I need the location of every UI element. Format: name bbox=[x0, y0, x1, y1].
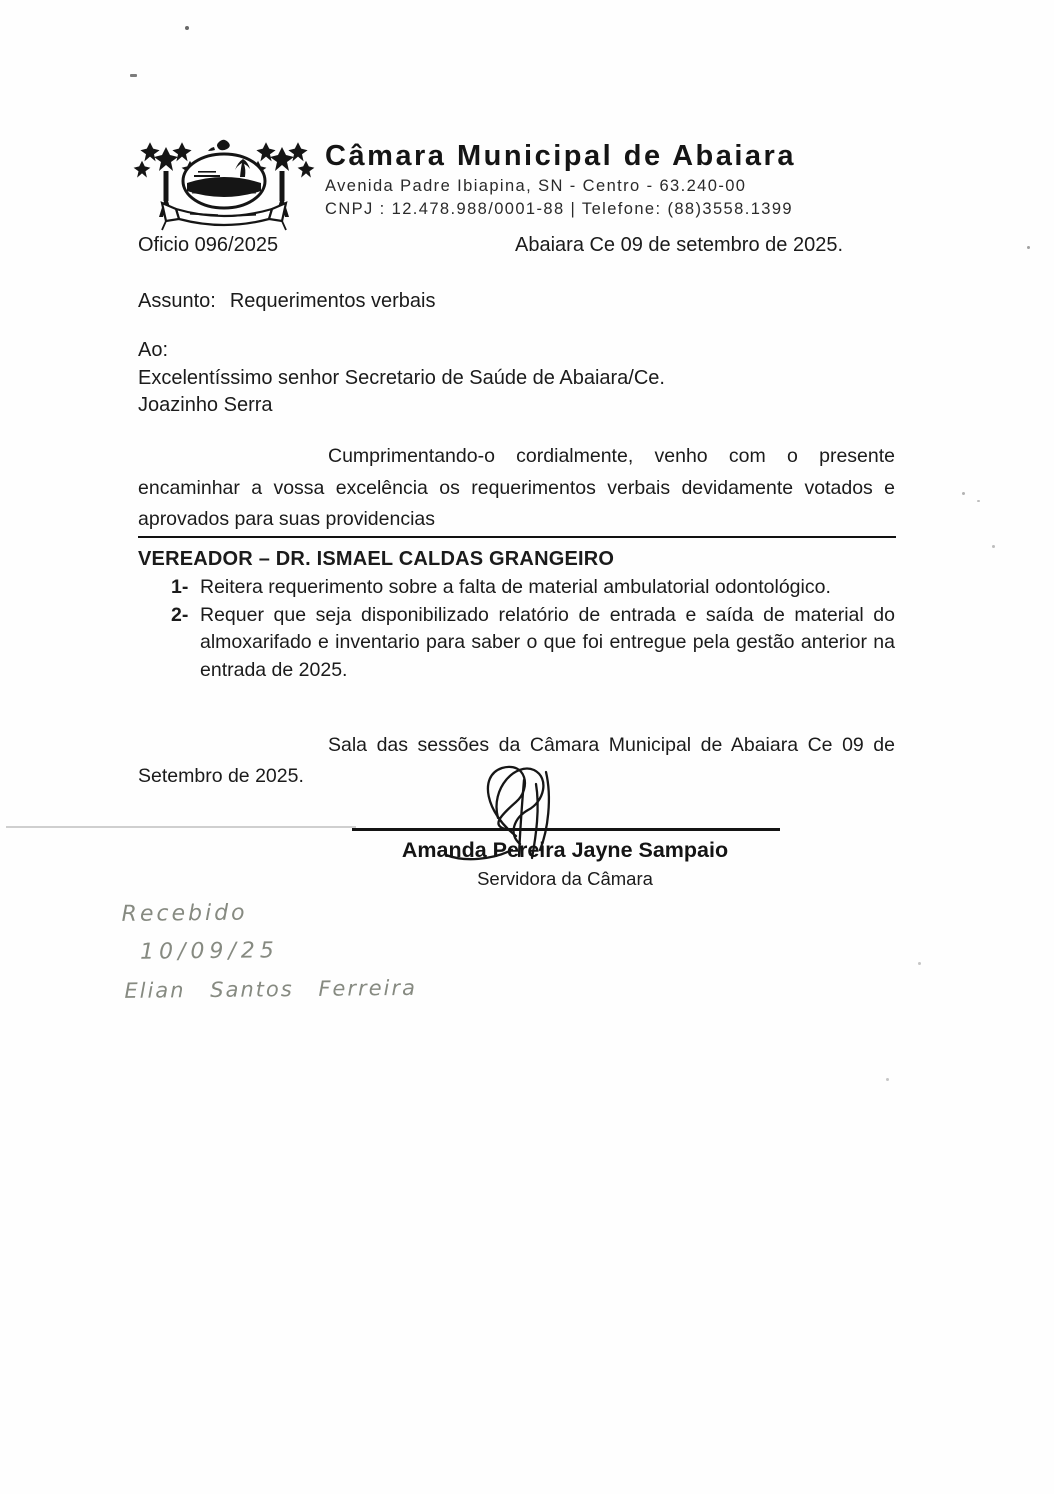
subject-line bbox=[138, 290, 435, 313]
request-item-number: 2- bbox=[171, 603, 189, 626]
receipt-word: Recebido bbox=[121, 900, 248, 927]
recipient-title-line: Excelentíssimo senhor Secretario de Saúde de Abaiara/Ce. bbox=[138, 366, 665, 389]
signer-name: Amanda Pereira Jayne Sampaio bbox=[401, 838, 729, 862]
request-item bbox=[138, 574, 895, 602]
org-cnpj-phone: CNPJ : 12.478.988/0001-88 | Telefone: (88)3558.1399 bbox=[325, 200, 794, 218]
signer-role: Servidora da Câmara bbox=[477, 868, 653, 889]
scan-artifact bbox=[130, 74, 137, 77]
letterhead bbox=[325, 140, 915, 219]
councilman-heading: VEREADOR – DR. ISMAEL CALDAS GRANGEIRO bbox=[138, 548, 615, 570]
scan-artifact bbox=[1027, 246, 1030, 249]
scan-artifact bbox=[918, 962, 921, 965]
recipient-to-label: Ao: bbox=[138, 339, 169, 361]
signature-block bbox=[330, 838, 800, 890]
city-date-line: Abaiara Ce 09 de setembro de 2025. bbox=[515, 234, 843, 256]
handwritten-receipt-note bbox=[121, 898, 482, 1003]
request-item-number: 1- bbox=[171, 576, 189, 598]
section-divider-rule bbox=[138, 536, 896, 538]
org-address: Avenida Padre Ibiapina, SN - Centro - 63.240-00 bbox=[325, 177, 747, 195]
recipient-name: Joazinho Serra bbox=[138, 394, 273, 416]
subject-label: Assunto: bbox=[138, 290, 216, 312]
scan-artifact bbox=[886, 1078, 889, 1081]
subject-value: Requerimentos verbais bbox=[229, 290, 436, 312]
body-paragraph: Cumprimentando-o cordialmente, venho com o presente encaminhar a vossa excelência os requerimentos verbais devidamente votados e aprovados para suas providencias bbox=[138, 445, 895, 530]
municipality-coat-of-arms-logo bbox=[128, 131, 320, 231]
faint-scan-line bbox=[6, 826, 356, 828]
requests-list bbox=[138, 574, 895, 684]
closing-paragraph: Sala das sessões da Câmara Municipal de Abaiara Ce 09 de Setembro de 2025. bbox=[138, 734, 895, 787]
request-item bbox=[138, 602, 895, 685]
request-item-text: Requer que seja disponibilizado relatório de entrada e saída de material do almoxarifado e inventario para saber o que foi entregue pela gestão anterior na entrada de 2025. bbox=[200, 603, 895, 681]
scan-artifact bbox=[992, 545, 995, 548]
org-title: Câmara Municipal de Abaiara bbox=[325, 140, 796, 172]
scan-artifact bbox=[185, 26, 189, 30]
receipt-signer-name: Elian Santos Ferreira bbox=[124, 975, 418, 1003]
request-item-text: Reitera requerimento sobre a falta de material ambulatorial odontológico. bbox=[200, 576, 831, 598]
signature-rule bbox=[352, 828, 780, 831]
scan-artifact bbox=[962, 492, 965, 495]
recipient-block bbox=[138, 337, 665, 420]
oficio-number: Oficio 096/2025 bbox=[138, 234, 279, 256]
scan-artifact bbox=[977, 500, 980, 502]
receipt-date: 10/09/25 bbox=[139, 938, 279, 965]
